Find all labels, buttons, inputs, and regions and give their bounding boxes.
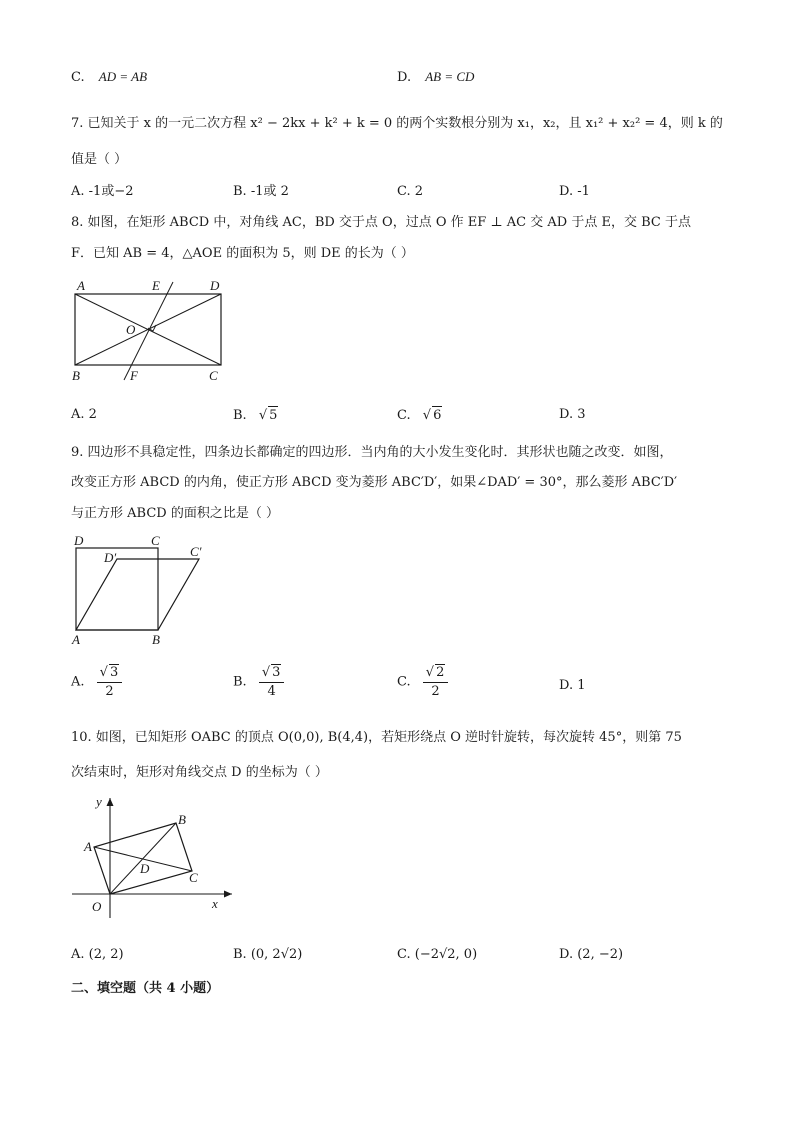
q9-option-b-denominator: 4 [267,684,276,699]
q9-label-d-prime: D′ [104,550,117,565]
q6-option-d [397,68,474,87]
q7-stem-line2: 值是（ ） [71,152,128,167]
q9-option-a-letter: A. [71,674,85,690]
q9-option-a-fraction [97,664,123,700]
q10-label-x: x [212,896,218,911]
q9-option-a-radicand: 3 [109,665,119,680]
q9-label-b: B [152,632,160,647]
q9-stem-line2: 改变正方形 ABCD 的内角，使正方形 ABCD 变为菱形 ABC′D′，如果∠DAD′ = 30°，那么菱形 ABC′D′ [71,475,678,490]
q10-option-a: A. (2, 2) [71,947,124,962]
q9-label-c: C [151,533,160,548]
q8-label-e: E [152,278,160,293]
q10-label-a: A [84,839,92,854]
q10-label-o: O [92,899,102,914]
q9-option-c-letter: C. [397,674,411,690]
q7-option-a: A. -1或−2 [71,184,134,199]
q9-option-b-letter: B. [233,674,247,690]
q10-label-y: y [96,794,102,809]
q8-stem-line2: F．已知 AB = 4，△AOE 的面积为 5，则 DE 的长为（ ） [71,246,414,261]
q9-label-c-prime: C′ [190,544,202,559]
q10-label-b: B [178,812,186,827]
q9-option-a-numerator [97,664,123,683]
section-heading-fill-in: 二、填空题（共 4 小题） [71,981,220,996]
q7-option-d: D. -1 [559,184,590,199]
q8-label-a: A [77,278,85,293]
q6-option-d-math: AB = CD [425,69,475,84]
q10-option-d: D. (2, −2) [559,947,624,962]
q7-option-b: B. -1或 2 [233,184,289,199]
q9-option-b-root: √ [261,665,271,680]
q6-option-c-letter: C. [71,70,85,85]
q10-option-b: B. (0, 2√2) [233,947,303,962]
q9-option-c-fraction [423,664,449,700]
q9-option-c-denominator: 2 [431,684,440,699]
q10-stem-line2: 次结束时，矩形对角线交点 D 的坐标为（ ） [71,765,328,780]
q8-option-c [397,406,442,425]
q9-option-d: D. 1 [559,678,586,693]
q9-label-a: A [72,632,80,647]
q9-option-b-numerator [259,664,285,683]
q8-option-c-radicand: 6 [433,408,442,423]
q6-option-d-letter: D. [397,70,412,85]
q9-option-a [71,664,122,700]
q6-option-c [71,68,147,87]
q9-option-a-root: √ [99,665,108,680]
q8-rectangle-figure [60,276,240,386]
q10-x-axis-arrow [224,891,232,898]
q9-option-c-numerator [423,664,449,683]
q8-label-f: F [130,368,138,383]
q8-label-o: O [126,322,136,337]
q9-label-d: D [74,533,84,548]
q8-option-b-letter: B. [233,408,247,423]
q10-option-c: C. (−2√2, 0) [397,947,478,962]
q8-option-c-letter: C. [397,408,411,423]
q7-stem-line1: 7. 已知关于 x 的一元二次方程 x² − 2kx + k² + k = 0 的两个实数根分别为 x₁，x₂，且 x₁² + x₂² = 4，则 k 的 [71,116,723,131]
q6-option-c-math: AD = AB [98,69,148,84]
q8-option-d: D. 3 [559,407,586,422]
q9-option-b-radicand: 3 [272,665,281,680]
q8-stem-line1: 8. 如图，在矩形 ABCD 中，对角线 AC，BD 交于点 O，过点 O 作 EF ⊥ AC 交 AD 于点 E，交 BC 于点 [71,215,691,230]
q9-stem-line3: 与正方形 ABCD 的面积之比是（ ） [71,506,279,521]
q9-square-abcd [76,548,158,630]
q8-option-b-root: √ [258,408,268,423]
q10-label-d: D [140,861,150,876]
q8-option-a: A. 2 [71,407,97,422]
q10-rotated-rectangle-figure [62,790,242,918]
q9-stem-line1: 9. 四边形不具稳定性，四条边长都确定的四边形．当内角的大小发生变化时．其形状也随之改变．如图， [71,445,673,460]
q8-option-b-radicand: 5 [269,408,278,423]
q8-option-b [233,406,278,425]
q9-option-b-fraction [259,664,285,700]
q8-option-c-root: √ [422,408,432,423]
q9-option-b [233,664,284,700]
q8-label-d: D [210,278,220,293]
q8-label-c: C [209,368,218,383]
q9-option-c [397,664,448,700]
q7-option-c: C. 2 [397,184,424,199]
q9-option-a-denominator: 2 [105,684,114,699]
q10-y-axis-arrow [107,798,114,806]
q8-label-b: B [72,368,80,383]
q9-option-c-root: √ [425,665,435,680]
q9-rhombus-abcpdp [76,559,199,630]
q10-stem-line1: 10. 如图，已知矩形 OABC 的顶点 O(0,0), B(4,4)，若矩形绕点 O 逆时针旋转，每次旋转 45°，则第 75 [71,730,682,745]
q9-option-c-radicand: 2 [436,665,445,680]
q9-square-rhombus-figure [62,532,222,648]
q10-label-c: C [189,870,198,885]
